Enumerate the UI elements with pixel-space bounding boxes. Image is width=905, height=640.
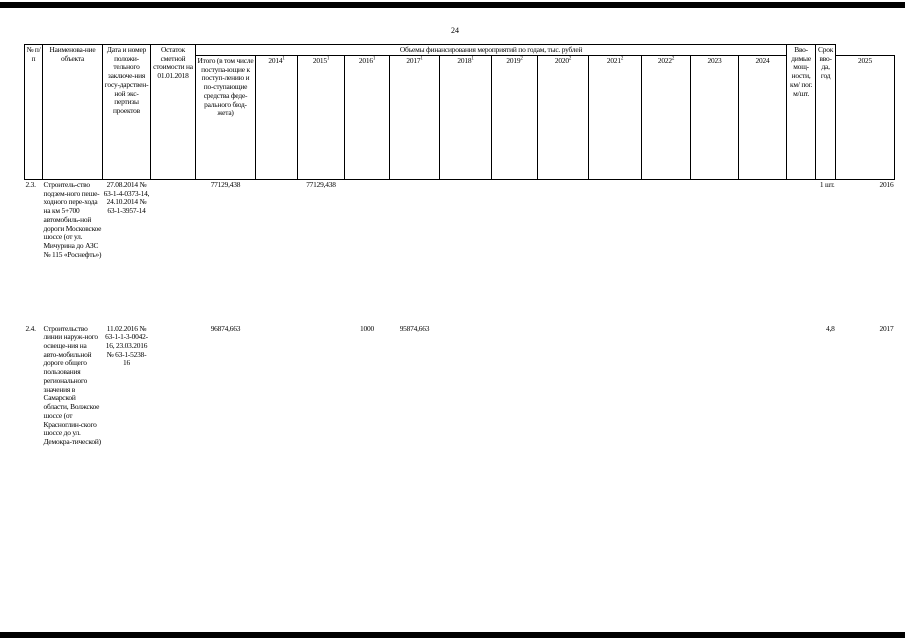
row-year-value bbox=[589, 180, 642, 324]
row-year-value bbox=[492, 180, 538, 324]
header-year: 2014$^1$ bbox=[256, 56, 298, 180]
financing-table bbox=[24, 44, 895, 524]
row-remainder bbox=[151, 324, 196, 524]
row-year-value: 77129,438 bbox=[306, 180, 336, 189]
row-year-value bbox=[642, 324, 691, 524]
header-year: 2015$^1$ bbox=[298, 56, 345, 180]
row-num: 2.3. bbox=[25, 180, 36, 189]
row-year-value: 1000 bbox=[360, 323, 374, 333]
row-total: 77129,438 bbox=[210, 180, 241, 189]
row-year-value bbox=[787, 324, 816, 524]
header-year: 2025 bbox=[836, 56, 895, 180]
header-year: 2017$^1$ bbox=[390, 56, 440, 180]
table-row bbox=[25, 324, 895, 524]
row-year-value bbox=[440, 180, 492, 324]
top-border bbox=[0, 2, 905, 8]
row-year-value: 95874,663 bbox=[399, 323, 430, 333]
row-year-value bbox=[256, 180, 298, 324]
row-year-value bbox=[256, 324, 298, 524]
row-year-value bbox=[739, 324, 787, 524]
header-year: 2018$^1$ bbox=[440, 56, 492, 180]
row-term: 2016 bbox=[879, 180, 894, 189]
header-capacity: Вво-димые мощ-ности, км/ пог. м/шт. bbox=[787, 45, 816, 180]
row-year-value bbox=[739, 180, 787, 324]
header-num: № п/п bbox=[25, 45, 43, 180]
row-year-value bbox=[538, 180, 589, 324]
row-term: 2017 bbox=[879, 323, 894, 333]
bottom-border bbox=[0, 632, 905, 638]
row-year-value bbox=[345, 180, 390, 324]
header-year: 2022$^2$ bbox=[642, 56, 691, 180]
header-date: Дата и номер положи-тельного заключе-ния госу-дарствен-ной экс-пертизы проектов bbox=[103, 45, 151, 180]
header-year: 2020$^2$ bbox=[538, 56, 589, 180]
row-remainder bbox=[151, 180, 196, 324]
header-name: Наименова-ние объекта bbox=[43, 45, 103, 180]
row-year-value bbox=[440, 324, 492, 524]
header-year: 2016$^1$ bbox=[345, 56, 390, 180]
row-year-value bbox=[589, 324, 642, 524]
row-year-value bbox=[691, 324, 739, 524]
header-year: 2024 bbox=[739, 56, 787, 180]
page-number: 24 bbox=[451, 26, 459, 35]
row-year-value bbox=[298, 324, 345, 524]
row-date: 11.02.2016 № 63-1-1-3-0042-16, 23.03.2016 № 63-1-5238-16 bbox=[105, 323, 148, 368]
header-year: 2021$^2$ bbox=[589, 56, 642, 180]
row-year-value bbox=[787, 180, 816, 324]
row-date: 27.08.2014 № 63-1-4-0373-14, 24.10.2014 № 63-1-3957-14 bbox=[103, 180, 150, 216]
header-term: Срок вво-да, год bbox=[816, 45, 836, 180]
row-capacity: 1 шт. bbox=[819, 180, 835, 189]
row-name: Строительство линии наруж-ного освеще-ния на авто-мобильной дороге общего пользования регионального значения в Самарской области, Волжское шоссе (от Красноглин-ского шоссе до ул. Демокра-тической) bbox=[43, 323, 101, 447]
header-total: Итого (в том числе поступа-ющие к поступ-лению и по-ступающие средства феде-рального бюд-жета) bbox=[196, 56, 256, 180]
row-total: 96874,663 bbox=[210, 323, 241, 333]
header-group-title: Объемы финансирования мероприятий по годам, тыс. рублей bbox=[196, 45, 787, 56]
row-name: Строитель-ство подзем-ного пеше-ходного пере-хода на км 5+700 автомобиль-ной дороги Московское шоссе (от ул. Мичурина до АЗС № 115 «Роснефть») bbox=[43, 180, 102, 259]
row-year-value bbox=[642, 180, 691, 324]
row-capacity: 4,8 bbox=[825, 323, 835, 333]
table-row bbox=[25, 180, 895, 324]
header-remainder: Остаток сметной стоимости на 01.01.2018 bbox=[151, 45, 196, 180]
row-year-value bbox=[691, 180, 739, 324]
row-year-value bbox=[492, 324, 538, 524]
header-year: 2019$^2$ bbox=[492, 56, 538, 180]
row-year-value bbox=[538, 324, 589, 524]
row-num: 2.4. bbox=[25, 323, 36, 333]
header-year: 2023 bbox=[691, 56, 739, 180]
row-year-value bbox=[390, 180, 440, 324]
